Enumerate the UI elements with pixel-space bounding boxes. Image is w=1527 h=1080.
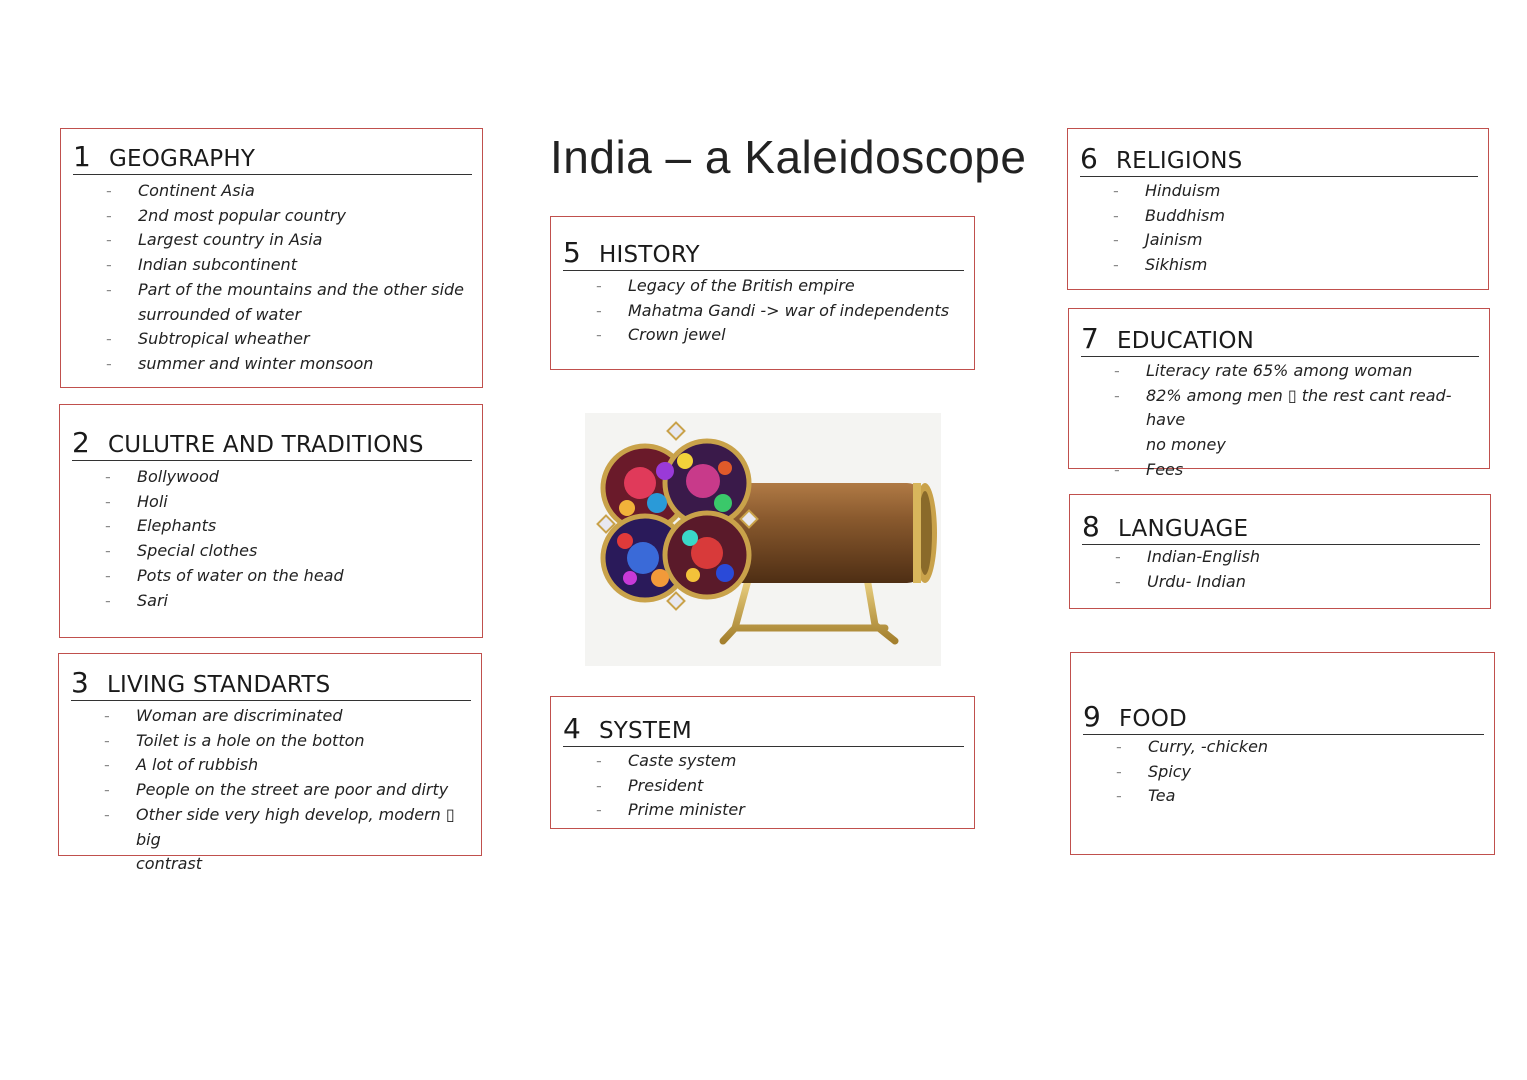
list-item: - Sikhism — [1113, 253, 1478, 278]
food-list — [1116, 735, 1484, 809]
list-item: - Prime minister — [596, 798, 964, 823]
religions-list — [1113, 179, 1478, 278]
kaleidoscope-illustration — [585, 413, 941, 666]
section-title: CULUTRE AND TRADITIONS — [108, 432, 424, 458]
section-number: 8 — [1082, 510, 1100, 543]
list-item: - summer and winter monsoon — [106, 352, 472, 377]
list-item: - Woman are discriminated — [104, 704, 471, 729]
section-number: 6 — [1080, 142, 1098, 175]
history-list — [596, 274, 964, 348]
list-item: - Special clothes — [105, 539, 472, 564]
section-title: RELIGIONS — [1116, 148, 1243, 174]
list-item: - Elephants — [105, 514, 472, 539]
list-item: - Caste system — [596, 749, 964, 774]
list-item-continuation: surrounded of water — [138, 304, 302, 324]
section-number: 7 — [1081, 322, 1099, 355]
culture-header — [72, 427, 472, 461]
system-list — [596, 749, 964, 823]
culture-box — [59, 404, 483, 638]
list-item: - Spicy — [1116, 760, 1484, 785]
geography-list — [106, 179, 472, 377]
list-item: - Buddhism — [1113, 204, 1478, 229]
list-item: - Hinduism — [1113, 179, 1478, 204]
education-list — [1114, 359, 1479, 483]
section-title: SYSTEM — [599, 718, 692, 744]
language-header — [1082, 511, 1480, 545]
geography-header — [73, 141, 472, 175]
list-item: - People on the street are poor and dirty — [104, 778, 471, 803]
list-item: - Fees — [1114, 458, 1479, 483]
list-item: - Largest country in Asia — [106, 228, 472, 253]
list-item: - Holi — [105, 490, 472, 515]
list-item: - Indian subcontinent — [106, 253, 472, 278]
list-item: - President — [596, 774, 964, 799]
section-number: 2 — [72, 426, 90, 459]
kaleidoscope-image — [585, 413, 941, 666]
religions-box — [1067, 128, 1489, 290]
living-header — [71, 667, 471, 701]
system-header — [563, 713, 964, 747]
list-item: - Indian-English — [1115, 545, 1480, 570]
list-item: - 82% among men ▯ the rest cant read- have — [1114, 384, 1479, 433]
section-number: 9 — [1083, 700, 1101, 733]
section-title: LANGUAGE — [1118, 516, 1249, 542]
list-item: - Crown jewel — [596, 323, 964, 348]
system-box — [550, 696, 975, 829]
list-item: - Bollywood — [105, 465, 472, 490]
section-title: HISTORY — [599, 242, 700, 268]
list-item: - Other side very high develop, modern ▯ big — [104, 803, 471, 852]
culture-list — [105, 465, 472, 613]
living-list — [104, 704, 471, 877]
language-box — [1069, 494, 1491, 609]
geography-box — [60, 128, 483, 388]
section-number: 1 — [73, 140, 91, 173]
list-item: - Tea — [1116, 784, 1484, 809]
language-list — [1115, 545, 1480, 594]
section-title: LIVING STANDARTS — [107, 672, 331, 698]
history-box — [550, 216, 975, 370]
list-item: - 2nd most popular country — [106, 204, 472, 229]
food-header — [1083, 701, 1484, 735]
list-item: - Legacy of the British empire — [596, 274, 964, 299]
section-title: EDUCATION — [1117, 328, 1255, 354]
section-title: GEOGRAPHY — [109, 146, 256, 172]
list-item-continuation: contrast — [136, 854, 202, 874]
list-item: - Toilet is a hole on the botton — [104, 729, 471, 754]
list-item: - Mahatma Gandi -> war of independents — [596, 299, 964, 324]
religions-header — [1080, 143, 1478, 177]
list-item: - Part of the mountains and the other side — [106, 278, 472, 303]
education-box — [1068, 308, 1490, 479]
list-item: - Pots of water on the head — [105, 564, 472, 589]
list-item: - A lot of rubbish — [104, 753, 471, 778]
section-number: 5 — [563, 236, 581, 269]
list-item: - Literacy rate 65% among woman — [1114, 359, 1479, 384]
section-title: FOOD — [1119, 706, 1187, 732]
list-item: - Sari — [105, 589, 472, 614]
list-item: - Continent Asia — [106, 179, 472, 204]
list-item: - Jainism — [1113, 228, 1478, 253]
living-box — [58, 653, 482, 874]
food-box — [1070, 652, 1495, 855]
list-item: - Curry, -chicken — [1116, 735, 1484, 760]
history-header — [563, 237, 964, 271]
page-title: India – a Kaleidoscope — [550, 131, 1027, 183]
section-number: 4 — [563, 712, 581, 745]
list-item: - Subtropical wheather — [106, 327, 472, 352]
section-number: 3 — [71, 666, 89, 699]
list-item-continuation: no money — [1146, 435, 1226, 455]
education-header — [1081, 323, 1479, 357]
list-item: - Urdu- Indian — [1115, 570, 1480, 595]
